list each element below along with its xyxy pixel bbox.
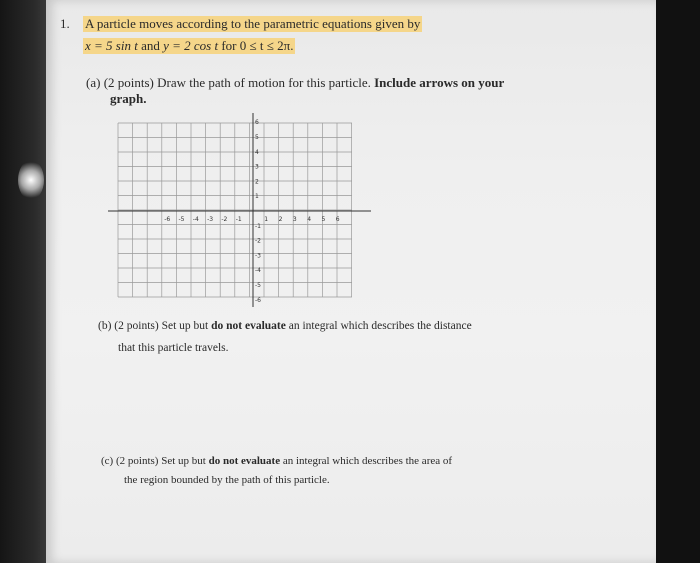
part-b-bold: do not evaluate (211, 320, 286, 332)
x-tick-label: 6 (335, 216, 340, 223)
part-a-prompt (86, 75, 504, 91)
x-tick-labels (164, 216, 340, 223)
y-tick-label: -3 (255, 252, 261, 260)
part-a-label: (a) (86, 75, 101, 90)
y-equation: y = 2 cos t (163, 38, 219, 53)
part-a-bold-line2: graph. (110, 91, 147, 106)
x-tick-label: 3 (292, 216, 297, 223)
x-tick-label: -3 (207, 216, 214, 223)
part-b-prompt (98, 320, 472, 332)
x-tick-label: -4 (192, 216, 199, 223)
y-tick-label: 3 (255, 163, 259, 171)
part-c-bold: do not evaluate (208, 455, 281, 467)
x-equation: x = 5 sin t (85, 38, 138, 53)
y-tick-label: -4 (255, 267, 261, 275)
problem-equation (83, 38, 295, 54)
y-tick-label: 6 (255, 119, 259, 127)
photo-background-left (0, 0, 48, 563)
x-tick-label: -1 (235, 216, 242, 223)
part-a-points: (2 points) (103, 75, 154, 90)
part-c-prompt (101, 455, 452, 467)
part-c-text1: Set up but (161, 455, 206, 467)
problem-intro: A particle moves according to the parametric equations given by (85, 16, 421, 31)
y-tick-label: -1 (255, 222, 261, 230)
part-b-text2: an integral which describes the distance (288, 320, 472, 332)
coordinate-grid[interactable] (106, 105, 376, 310)
part-a-bold: Include arrows on your (374, 75, 505, 90)
x-tick-label: 2 (278, 216, 283, 223)
x-tick-label: -6 (164, 216, 171, 223)
question-number: 1. (60, 16, 70, 31)
y-tick-label: 5 (255, 134, 259, 141)
y-tick-label: -2 (255, 237, 261, 245)
x-tick-label: -5 (178, 216, 185, 223)
x-tick-label: -2 (221, 216, 228, 223)
x-tick-label: 4 (307, 216, 312, 223)
part-c-label: (c) (101, 455, 114, 467)
y-tick-label: -5 (255, 282, 261, 289)
x-tick-label: 1 (264, 216, 269, 223)
and-word: and (141, 38, 160, 53)
x-tick-label: 5 (321, 216, 326, 223)
part-b-label: (b) (98, 320, 112, 332)
photo-background-right (655, 0, 700, 563)
worksheet-page (46, 0, 656, 563)
light-glare (18, 160, 44, 200)
y-tick-label: -6 (255, 296, 261, 304)
part-b-text1: Set up but (161, 320, 209, 332)
part-b-points: (2 points) (114, 320, 159, 332)
part-b-line2: that this particle travels. (118, 342, 229, 354)
t-range: for 0 ≤ t ≤ 2π. (221, 38, 294, 53)
part-c-line2: the region bounded by the path of this particle. (124, 474, 330, 486)
grid-lines (118, 123, 352, 297)
part-c-text2: an integral which describes the area of (282, 455, 453, 467)
y-tick-label: 1 (255, 193, 259, 201)
y-tick-label: 4 (255, 148, 259, 156)
y-tick-label: 2 (255, 178, 259, 186)
part-a-text: Draw the path of motion for this particle. (157, 75, 371, 90)
part-c-points: (2 points) (115, 455, 159, 467)
